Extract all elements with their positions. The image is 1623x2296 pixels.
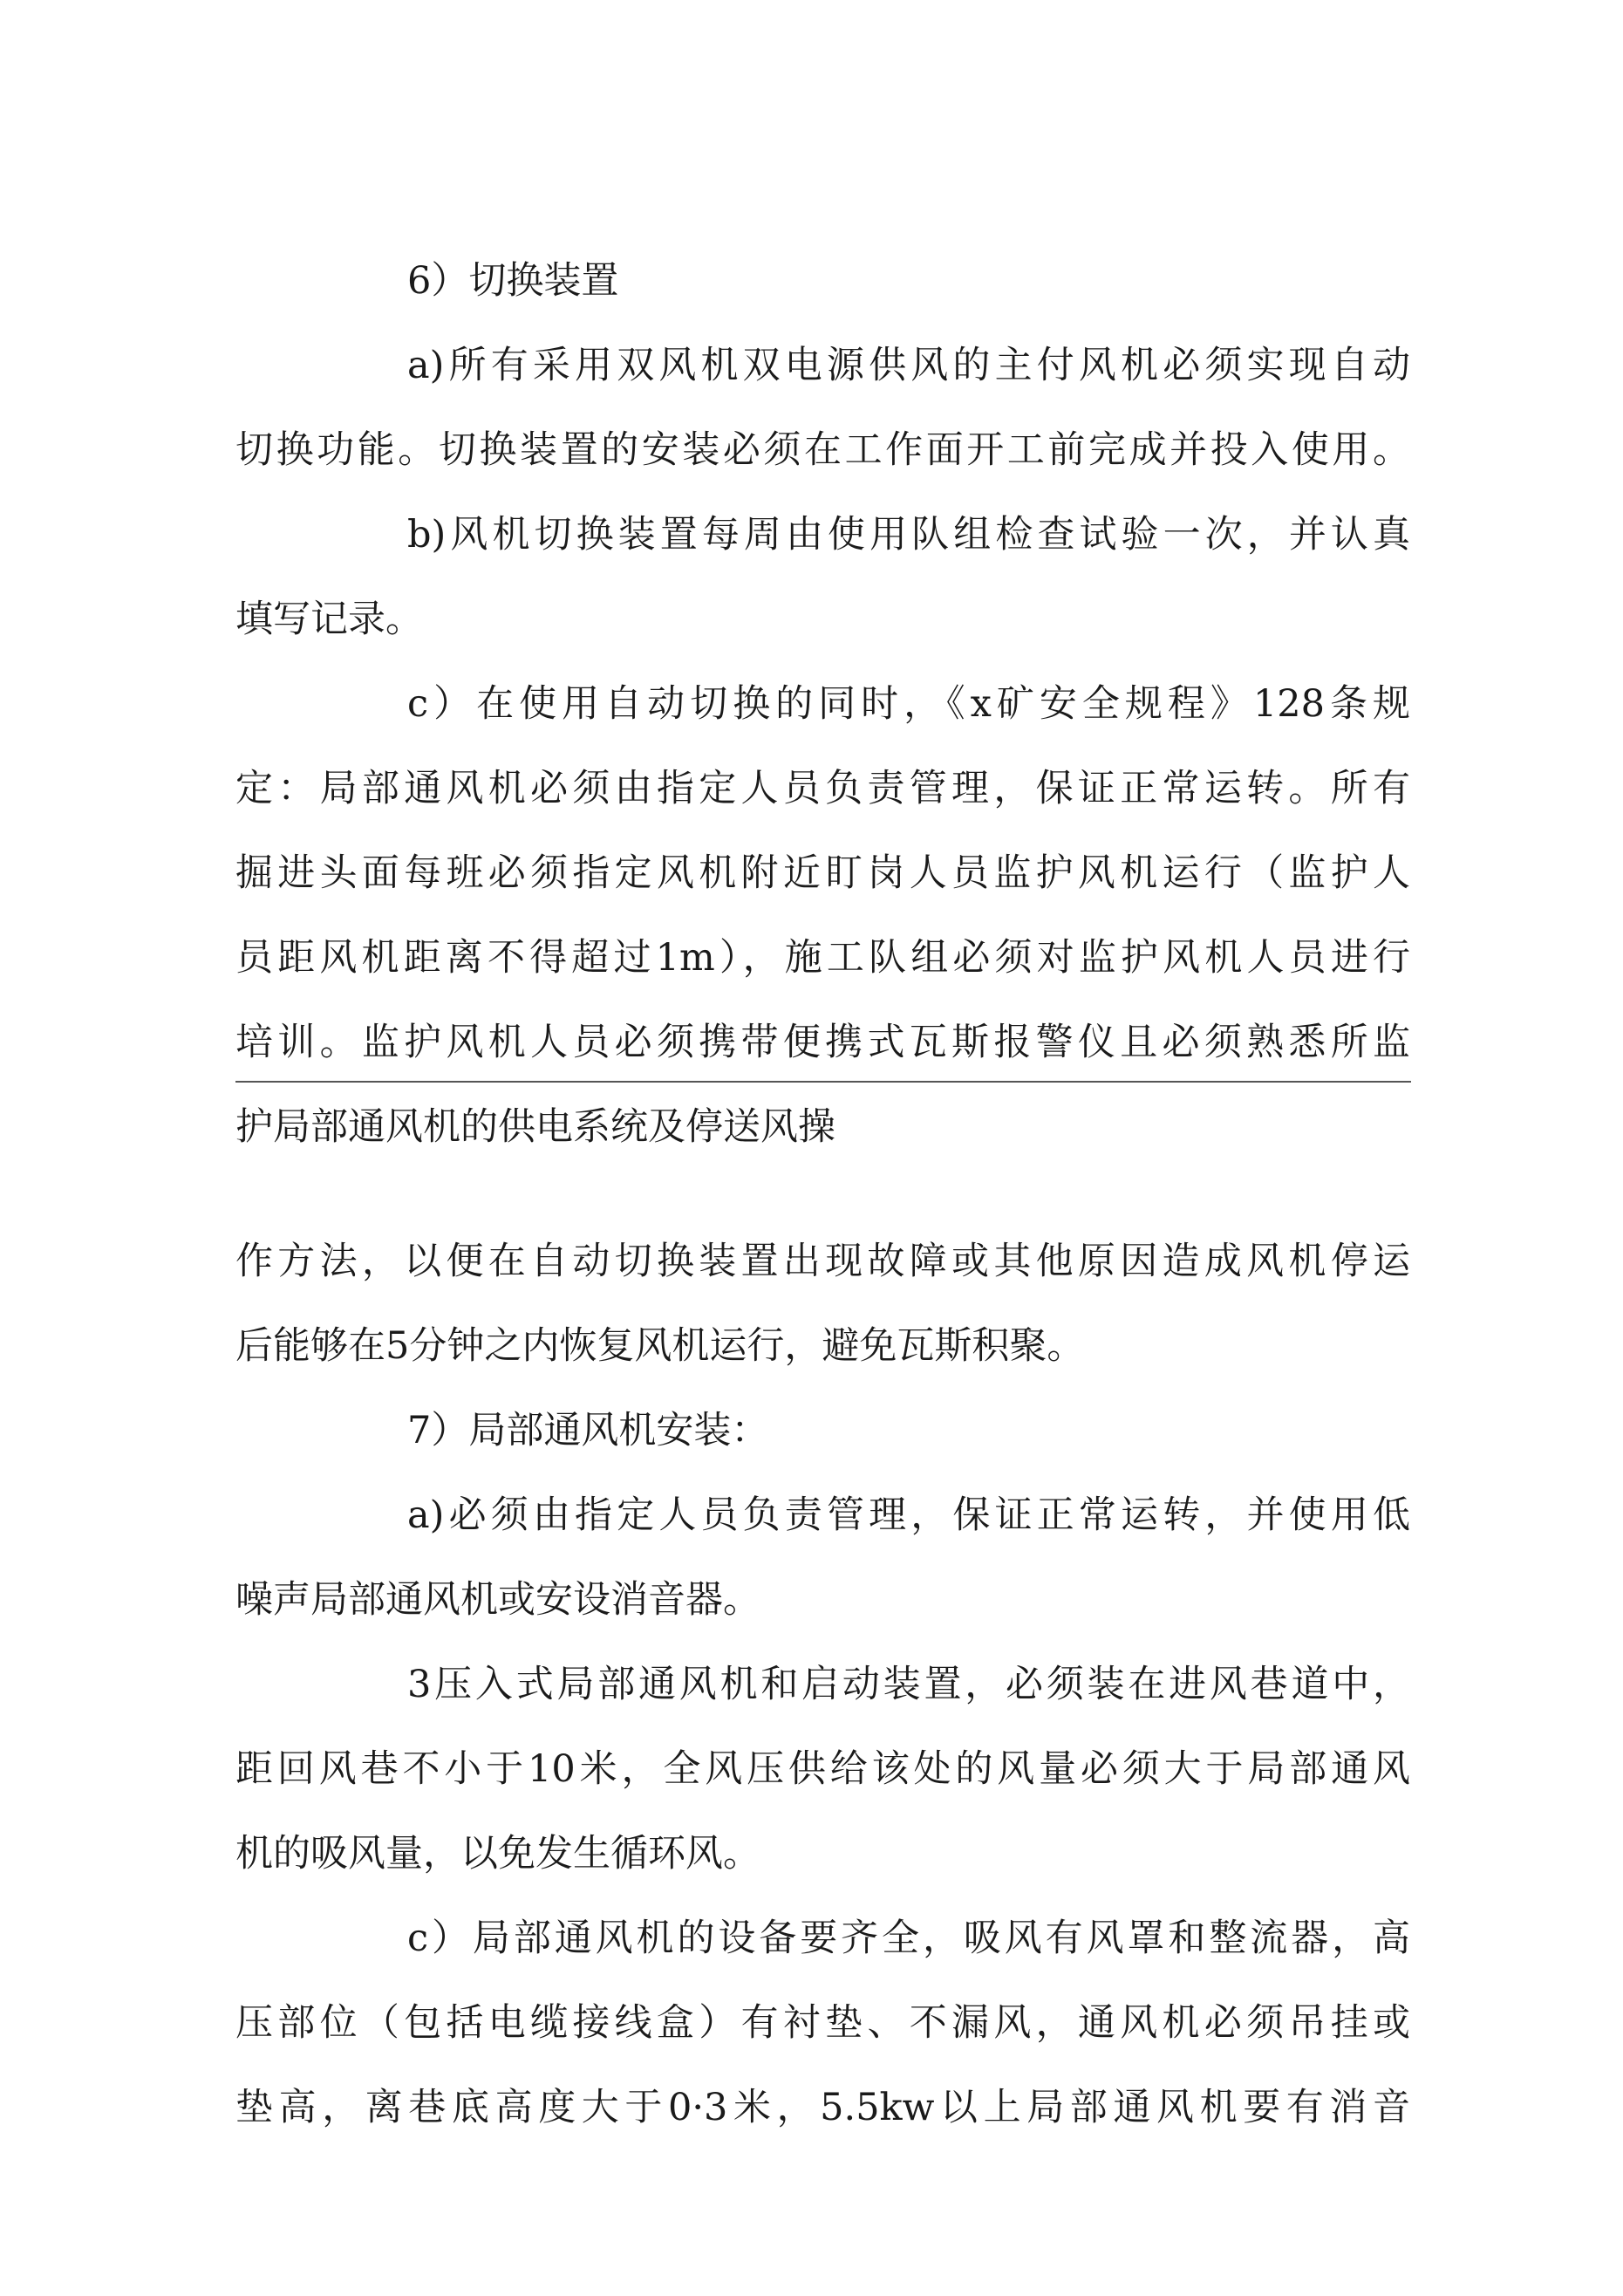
- paragraph-6c-line-2: 定：局部通风机必须由指定人员负责管理，保证正常运转。所有: [235, 767, 1410, 810]
- paragraph-7-3-line-2: 距回风巷不小于10米，全风压供给该处的风量必须大于局部通风: [235, 1747, 1410, 1791]
- paragraph-7a-line-1: a)必须由指定人员负责管理，保证正常运转，并使用低: [407, 1493, 1410, 1537]
- paragraph-6c-line-6: 护局部通风机的供电系统及停送风操: [235, 1105, 835, 1149]
- paragraph-7c-line-3: 垫高，离巷底高度大于0·3米，5.5kw以上局部通风机要有消音: [235, 2086, 1410, 2129]
- section-6-heading: 6）切换装置: [407, 259, 619, 303]
- paragraph-6a-line-1: a)所有采用双风机双电源供风的主付风机必须实现自动: [407, 344, 1410, 387]
- paragraph-7-3-line-3: 机的吸风量，以免发生循环风。: [235, 1832, 760, 1876]
- paragraph-6a-line-2: 切换功能。切换装置的安装必须在工作面开工前完成并投入使用。: [235, 428, 1410, 472]
- paragraph-6b-line-1: b)风机切换装置每周由使用队组检查试验一次，并认真: [407, 513, 1410, 557]
- paragraph-7c-line-1: c）局部通风机的设备要齐全，吸风有风罩和整流器，高: [407, 1917, 1410, 1960]
- paragraph-6c-line-4: 员距风机距离不得超过1m），施工队组必须对监护风机人员进行: [235, 936, 1410, 980]
- paragraph-6c-line-1: c）在使用自动切换的同时，《x矿安全规程》128条规: [407, 682, 1410, 726]
- paragraph-6c-line-8: 后能够在5分钟之内恢复风机运行，避免瓦斯积聚。: [235, 1324, 1085, 1368]
- paragraph-6c-line-5: 培训。监护风机人员必须携带便携式瓦斯报警仪且必须熟悉所监: [235, 1021, 1410, 1064]
- paragraph-6c-line-3: 掘进头面每班必须指定风机附近盯岗人员监护风机运行（监护人: [235, 851, 1410, 895]
- paragraph-7a-line-2: 噪声局部通风机或安设消音器。: [235, 1578, 760, 1622]
- paragraph-7-3-line-1: 3压入式局部通风机和启动装置，必须装在进风巷道中，: [407, 1663, 1410, 1706]
- page-break-divider: [235, 1081, 1411, 1083]
- section-7-heading: 7）局部通风机安装：: [407, 1409, 769, 1452]
- paragraph-6b-line-2: 填写记录。: [235, 598, 423, 641]
- paragraph-7c-line-2: 压部位（包括电缆接线盒）有衬垫、不漏风，通风机必须吊挂或: [235, 2001, 1410, 2045]
- paragraph-6c-line-7: 作方法，以便在自动切换装置出现故障或其他原因造成风机停运: [235, 1240, 1410, 1283]
